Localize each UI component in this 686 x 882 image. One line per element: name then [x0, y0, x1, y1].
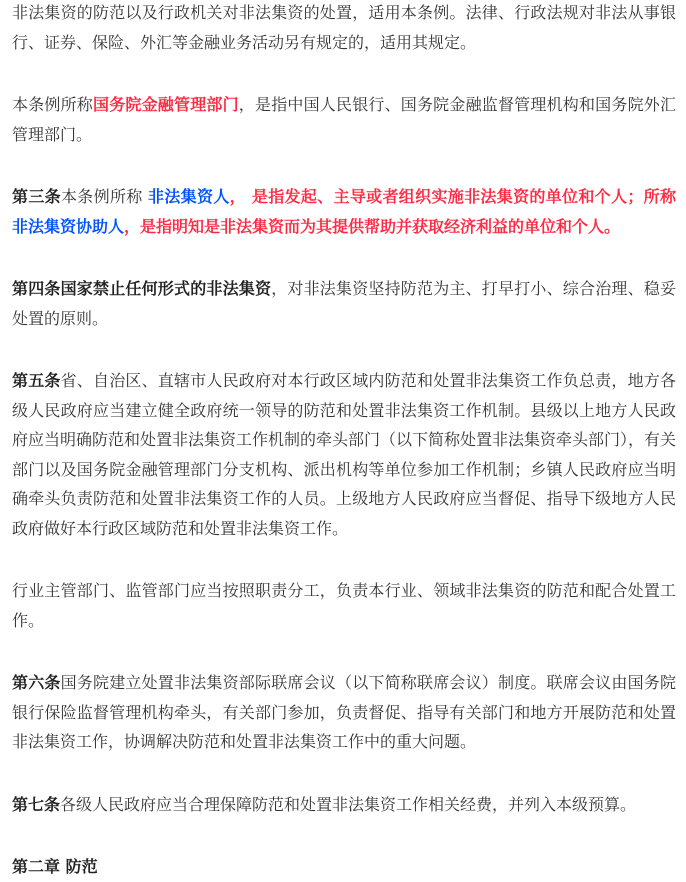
industry-duty-text: 行业主管部门、监管部门应当按照职责分工，负责本行业、领域非法集资的防范和配合处置工作。: [12, 581, 676, 630]
article-6-text: 国务院建立处置非法集资部际联席会议（以下简称联席会议）制度。联席会议由国务院银行保险监督管理机构牵头，有关部门参加，负责督促、指导有关部门和地方开展防范和处置非法集资工作，协调解决防范和处置非法集资工作中的重大问题。: [12, 673, 676, 751]
scope-text: 非法集资的防范以及行政机关对非法集资的处置，适用本条例。法律、行政法规对非法从事银行、证券、保险、外汇等金融业务活动另有规定的，适用其规定。: [12, 3, 676, 52]
article-4-label: 第四条国家禁止任何形式的非法集资: [12, 279, 272, 298]
article-5-text: 省、自治区、直辖市人民政府对本行政区域内防范和处置非法集资工作负总责，地方各级人民政府应当建立健全政府统一领导的防范和处置非法集资工作机制。县级以上地方人民政府应当明确防范和处置非法集资工作机制的牵头部门（以下简称处置非法集资牵头部门），有关部门以及国务院金融管理部门分支机构、派出机构等单位参加工作机制；乡镇人民政府应当明确牵头负责防范和处置非法集资工作的人员。上级地方人民政府应当督促、指导下级地方人民政府做好本行政区域防范和处置非法集资工作。: [12, 371, 677, 538]
paragraph-scope: [12, 0, 676, 57]
article-3-prefix: 本条例所称: [60, 187, 149, 206]
article-5-label: 第五条: [12, 371, 61, 390]
term-financial-regulator: 国务院金融管理部门: [93, 95, 239, 114]
article-6: [12, 668, 676, 757]
definition-suffix: ，是指中国人民银行、国务院金融监督管理机构和国务院外汇管理部门。: [12, 95, 676, 144]
article-4-text: ，对非法集资坚持防范为主、打早打小、综合治理、稳妥处置的原则。: [12, 279, 676, 328]
article-7-text: 各级人民政府应当合理保障防范和处置非法集资工作相关经费，并列入本级预算。: [60, 794, 637, 814]
chapter-2-heading: 第二章 防范: [12, 857, 98, 876]
paragraph-industry-duty: [12, 576, 676, 635]
article-4: [12, 274, 676, 333]
definition-prefix: 本条例所称: [12, 95, 93, 114]
article-6-label: 第六条: [12, 673, 61, 692]
article-3-label: 第三条: [12, 187, 61, 206]
article-7-label: 第七条: [12, 794, 61, 814]
article-3-definition-1: ， 是指发起、主导或者组织实施非法集资的单位和个人；所称: [229, 187, 676, 206]
term-fundraising-assistant: 非法集资协助人: [12, 216, 125, 236]
term-illegal-fundraiser: 非法集资人: [148, 187, 230, 206]
article-5: [12, 366, 676, 543]
article-3: [12, 182, 676, 241]
paragraph-definition-regulator: [12, 90, 676, 149]
article-7: [12, 790, 676, 820]
article-3-definition-2: ，是指明知是非法集资而为其提供帮助并获取经济利益的单位和个人。: [124, 216, 621, 236]
